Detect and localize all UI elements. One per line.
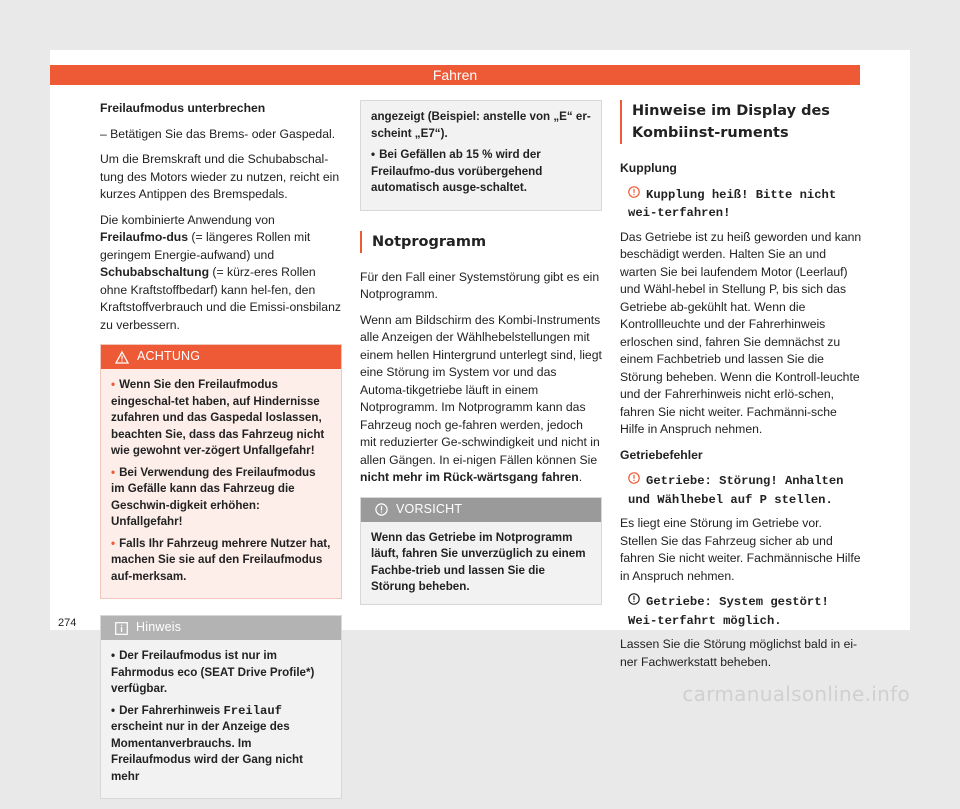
paragraph-bremskraft: Um die Bremskraft und die Schubabschal-tung des Motors wieder zu nutzen, reicht ein kurzes Antippen des Bremspedals. [100, 152, 340, 201]
page-number: 274 [58, 617, 77, 629]
paragraph-getriebefehler: Es liegt eine Störung im Getriebe vor. Stellen Sie das Fahrzeug sicher ab und fahren Sie nicht weiter. Fachmännische Hilfe in Anspruch nehmen. [620, 516, 861, 583]
caution-label: VORSICHT [396, 501, 463, 516]
info-icon [115, 622, 128, 635]
warning-label: ACHTUNG [137, 349, 201, 364]
column-2 [360, 100, 602, 615]
step-text: – Betätigen Sie das Brems- oder Gaspedal. [100, 126, 336, 141]
warning-item: • Wenn Sie den Freilaufmodus eingeschal-tet haben, auf Hindernisse zufahren und das Gaspedal loslassen, beachten Sie, dass das Fahrzeug nicht wie gewohnt ver-zögert Unfallgefahr! [111, 378, 325, 457]
paragraph-werkstatt: Lassen Sie die Störung möglichst bald in ei-ner Fachwerkstatt beheben. [620, 637, 858, 669]
paragraph-kupplung: Das Getriebe ist zu heiß geworden und kann beschädigt werden. Halten Sie an und warten Sie bei laufendem Motor (Leerlauf) und Wähl-hebel in Stellung P, bis sich das Getriebe ab-gekühlt hat. Wenn die Kontrollleuchte und der Fahrerhinweis erloschen sind, fahren Sie demnächst zu einem Fachbetrieb und lassen Sie die Störung beheben. Wenn die Kontroll-leuchte und der Fahrerhinweis nicht erlö-schen, fahren Sie nicht weiter. Fachmänni-sche Hilfe in Anspruch nehmen. [620, 229, 862, 436]
column-1 [100, 100, 342, 809]
column-3 [620, 100, 862, 679]
warning-header [101, 345, 341, 369]
display-message: Getriebe: Störung! Anhalten und Wählhebel auf P stellen. [628, 474, 844, 507]
warning-triangle-icon [115, 351, 129, 364]
section-header: Fahren [50, 65, 860, 85]
exclamation-circle-icon [628, 472, 640, 484]
paragraph-notprogramm-intro: Für den Fall einer Systemstörung gibt es ein Notprogramm. [360, 269, 600, 301]
exclamation-circle-icon [628, 593, 640, 605]
display-message: Getriebe: System gestört! Wei-terfahrt möglich. [628, 595, 829, 628]
paragraph-notprogramm-detail: Wenn am Bildschirm des Kombi-Instruments alle Anzeigen der Wählhebelstellungen mit einem hellen Hintergrund unterlegt sind, liegt eine Störung im System vor und das Automa-tikgetriebe läuft in einem Notprogramm. Im Notprogramm kann das Fahrzeug noch ge-fahren werden, jedoch mit reduzierter Ge-schwindigkeit und nicht in allen Gängen. In ei-nigen Fällen können Sie nicht mehr im Rück-wärtsgang fahren. [360, 312, 602, 484]
subheading-getriebefehler: Getriebefehler [620, 447, 703, 462]
caution-header [361, 498, 601, 522]
hint-box [100, 615, 342, 799]
hint-item: • Bei Gefällen ab 15 % wird der Freilaufmo-dus vorübergehend automatisch ausge-schaltet. [371, 148, 543, 194]
subheading-freilauf: Freilaufmodus unterbrechen [100, 101, 266, 115]
hint-label: Hinweis [136, 620, 182, 635]
hint-continued-body [361, 101, 601, 210]
caution-body: Wenn das Getriebe im Notprogramm läuft, fahren Sie unverzüglich zu einem Fachbe-trieb und lassen Sie die Störung beheben. [371, 530, 586, 593]
subheading-kupplung: Kupplung [620, 161, 677, 175]
hint-item: angezeigt (Beispiel: anstelle von „E“ er-scheint „E7“). [371, 110, 591, 140]
warning-item: • Falls Ihr Fahrzeug mehrere Nutzer hat, machen Sie sie auf den Freilaufmodus auf-merksam. [111, 536, 331, 583]
section-title-notprogramm: Notprogramm [360, 231, 602, 253]
caution-box [360, 497, 602, 605]
caution-circle-icon [375, 503, 388, 516]
hint-box-continued [360, 100, 602, 211]
display-message: Kupplung heiß! Bitte nicht wei-terfahren! [628, 187, 837, 220]
watermark: carmanualsonline.info [682, 682, 910, 706]
warning-item: • Bei Verwendung des Freilaufmodus im Gefälle kann das Fahrzeug die Geschwin-digkeit erhöhen: Unfallgefahr! [111, 465, 316, 528]
section-title-display: Hinweise im Display des Kombiinst-ruments [620, 100, 862, 144]
hint-header [101, 616, 341, 640]
hint-item: • Der Fahrerhinweis Freilauf erscheint nur in der Anzeige des Momentanverbrauchs. Im Freilaufmodus wird der Gang nicht mehr [111, 703, 303, 783]
warning-body [101, 369, 341, 598]
exclamation-circle-icon [628, 186, 640, 198]
hint-body [101, 640, 341, 798]
paragraph-kombiniert: Die kombinierte Anwendung von Freilaufmo-dus (= längeres Rollen mit geringem Energie-aufwand) und Schubabschaltung (= kürz-eres Rollen ohne Kraftstoffbedarf) kann hel-fen, den Kraftstoffverbrauch und die Emissi-onsbilanz zu verbessern. [100, 212, 341, 332]
warning-box [100, 344, 342, 599]
hint-item: • Der Freilaufmodus ist nur im Fahrmodus eco (SEAT Drive Profile*) verfügbar. [111, 649, 315, 695]
